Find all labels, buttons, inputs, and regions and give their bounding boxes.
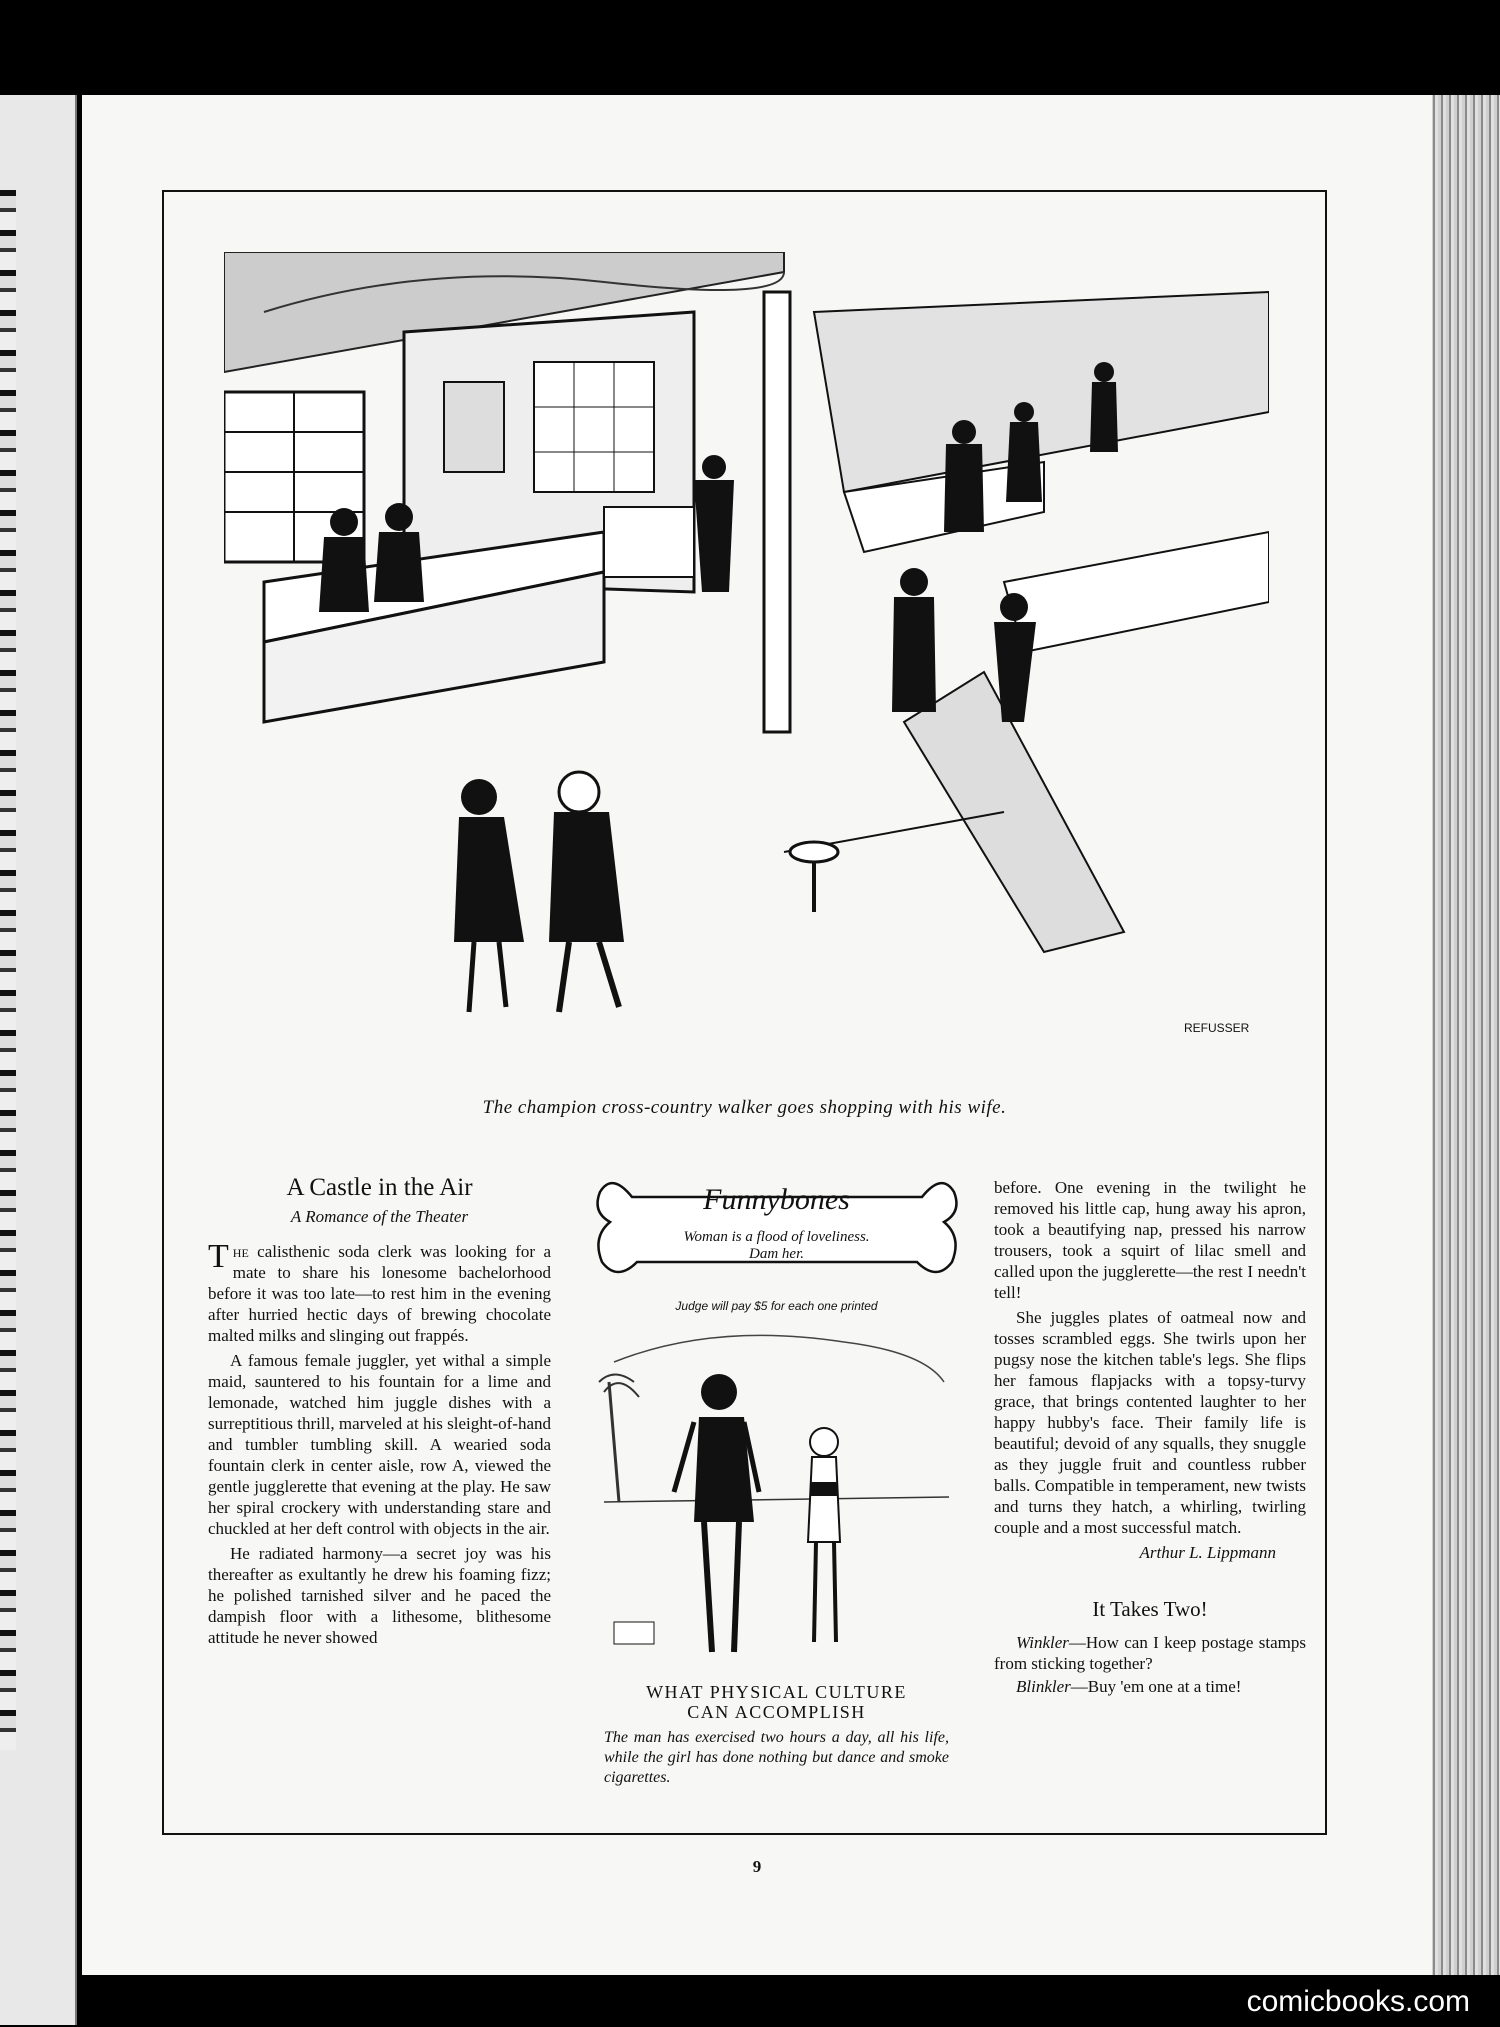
funnybones-box <box>592 1167 962 1313</box>
department-store-illustration <box>224 252 1269 1032</box>
article-paragraph-1 <box>208 1238 552 1346</box>
article-paragraph-2: A famous female juggler, yet withal a simple maid, sauntered to his fountain for a lime and lemonade, watched him juggle dishes with a surreptitious thrill, marveled at his sleight-of-hand and tumbler tumbling skill. A wearied soda fountain clerk in center aisle, row A, viewed the gentle jugglerette that evening at the play. He saw her spiral crockery with understanding stare and chuckled at her deft control with objects in the air. <box>208 1351 551 1538</box>
middle-column <box>584 1167 969 1786</box>
right-column <box>994 1177 1306 1699</box>
cartoon-title <box>584 1682 969 1722</box>
joke-question <box>994 1632 1306 1674</box>
page-frame <box>162 190 1327 1835</box>
joke-title: It Takes Two! <box>1092 1597 1208 1621</box>
joke-answer-text: —Buy 'em one at a time! <box>1070 1677 1242 1696</box>
article-paragraph-1-text: calisthenic soda clerk was looking for a mate to share his lonesome bachelorhood before it was too late—to rest him in the evening after hurried hectic days of brewing chocolate malted milks and slinging out frappés. <box>208 1242 552 1345</box>
cartoon-title-line-1: WHAT PHYSICAL CULTURE <box>646 1682 907 1702</box>
funnybones-quote <box>652 1229 902 1263</box>
article-paragraph-3-continued: before. One evening in the twilight he removed his little cap, hung away his apron, took a beautifying nap, pressed his narrow trousers, took a squirt of lilac smell and called upon the jugglerette—the rest I needn't tell! <box>994 1178 1306 1302</box>
physical-culture-cartoon <box>594 1322 959 1677</box>
article-paragraph-4: She juggles plates of oatmeal now and tosses scrambled eggs. She twirls upon her pugsy nose the kitchen table's legs. She flips her famous flapjacks with a topsy-turvy grace, that brings contented laughter to her happy hubby's face. Their family life is beautiful; devoid of any squalls, they snuggle as they juggle fruit and countless rubber balls. Compatible in temperament, new twists and turns they hatch, a whirling, twirling couple and a most successful match. <box>994 1308 1306 1537</box>
small-caps-word: he <box>232 1242 249 1261</box>
joke-answer <box>994 1676 1306 1697</box>
site-watermark: comicbooks.com <box>1246 1985 1470 2018</box>
magazine-page <box>82 95 1432 1975</box>
funnybones-quote-line-2: Dam her. <box>749 1246 804 1262</box>
funnybones-offer: Judge will pay $5 for each one printed <box>675 1299 878 1313</box>
speaker-blinkler: Blinkler <box>1016 1677 1071 1696</box>
funnybones-title: Funnybones <box>703 1183 850 1216</box>
page-number: 9 <box>752 1857 762 1876</box>
left-page-comic-strip <box>0 190 16 1750</box>
article-paragraph-3: He radiated harmony—a secret joy was his thereafter as exultantly he drew his foaming fizz; he polished tarnished silver and he paced the dampish floor with a lithesome, blithesome attitude he never showed <box>208 1544 551 1647</box>
svg-text:REFUSSER: REFUSSER <box>1184 1021 1250 1032</box>
article-subtitle: A Romance of the Theater <box>290 1207 469 1226</box>
drop-cap: T <box>208 1238 229 1275</box>
speaker-winkler: Winkler <box>1016 1633 1069 1652</box>
article-author: Arthur L. Lippmann <box>1139 1543 1276 1562</box>
right-page-stack <box>1430 95 1500 1975</box>
illustration-caption: The champion cross-country walker goes shopping with his wife. <box>482 1097 1007 1118</box>
joke-question-text: —How can I keep postage stamps from sticking together? <box>994 1633 1306 1673</box>
cartoon-title-line-2: CAN ACCOMPLISH <box>687 1702 866 1722</box>
funnybones-quote-line-1: Woman is a flood of loveliness. <box>683 1229 870 1245</box>
article-castle-in-the-air <box>208 1174 552 1652</box>
cartoon-caption: The man has exercised two hours a day, all his life, while the girl has done nothing but dance and smoke cigarettes. <box>604 1729 949 1786</box>
article-title: A Castle in the Air <box>286 1174 473 1201</box>
